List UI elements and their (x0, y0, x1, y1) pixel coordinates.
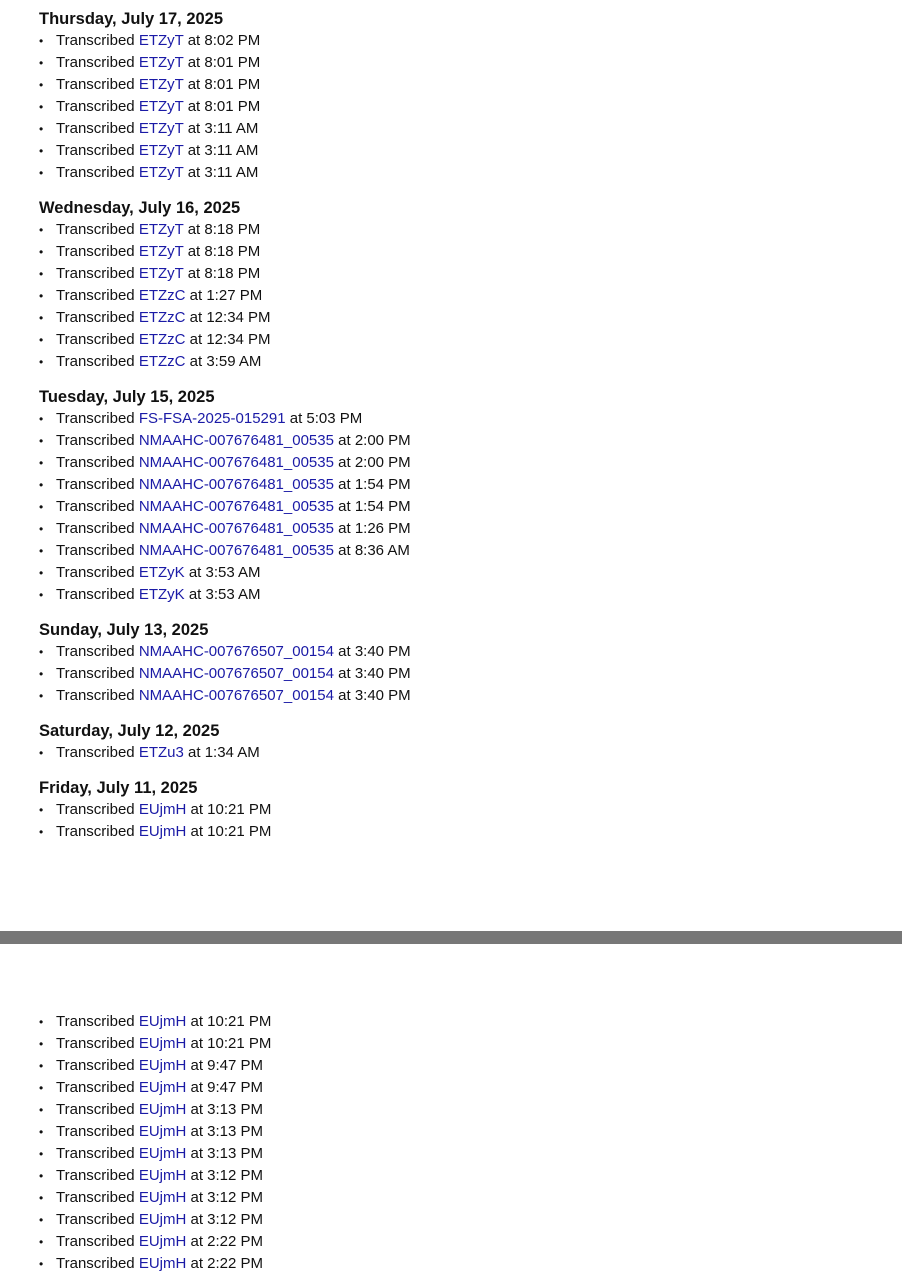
verb-text: Transcribed (56, 353, 135, 370)
bullet-icon: • (39, 1191, 44, 1205)
item-time: 3:12 PM (207, 1167, 264, 1184)
item-time: 10:21 PM (207, 801, 272, 818)
verb-text: Transcribed (56, 586, 135, 603)
item-link[interactable]: ETZzC (138, 287, 186, 304)
item-time: 9:47 PM (207, 1079, 264, 1096)
item-link[interactable]: ETZzC (138, 331, 186, 348)
bullet-icon: • (39, 245, 44, 259)
item-link[interactable]: EUjmH (138, 1079, 187, 1096)
item-time: 8:01 PM (204, 98, 261, 115)
item-time: 3:11 AM (204, 120, 259, 137)
item-link[interactable]: EUjmH (138, 1211, 187, 1228)
bullet-icon: • (39, 412, 44, 426)
item-link[interactable]: EUjmH (138, 1233, 187, 1250)
verb-text: Transcribed (56, 1013, 135, 1030)
connector-text: at (338, 687, 351, 704)
item-time: 8:02 PM (204, 32, 261, 49)
bullet-icon: • (39, 100, 44, 114)
item-time: 12:34 PM (206, 331, 271, 348)
bullet-icon: • (39, 1037, 44, 1051)
item-list (0, 742, 902, 764)
list-item (0, 1187, 902, 1209)
connector-text: at (338, 665, 351, 682)
item-link[interactable]: NMAAHC-007676507_00154 (138, 643, 334, 660)
date-group (0, 720, 902, 764)
item-link[interactable]: ETZyT (138, 221, 184, 238)
item-link[interactable]: EUjmH (138, 1167, 187, 1184)
item-time: 3:11 AM (204, 142, 259, 159)
connector-text: at (338, 498, 351, 515)
item-list (0, 1011, 902, 1275)
item-link[interactable]: EUjmH (138, 1189, 187, 1206)
connector-text: at (187, 243, 201, 260)
connector-text: at (190, 1035, 203, 1052)
bullet-icon: • (39, 566, 44, 580)
item-time: 1:54 PM (354, 476, 411, 493)
connector-text: at (187, 98, 201, 115)
item-link[interactable]: NMAAHC-007676481_00535 (138, 498, 334, 515)
list-item (0, 1055, 902, 1077)
bullet-icon: • (39, 333, 44, 347)
list-item (0, 1143, 902, 1165)
connector-text: at (190, 1057, 203, 1074)
bullet-icon: • (39, 544, 44, 558)
bullet-icon: • (39, 144, 44, 158)
activity-list (0, 8, 902, 856)
bullet-icon: • (39, 78, 44, 92)
verb-text: Transcribed (56, 221, 135, 238)
verb-text: Transcribed (56, 1057, 135, 1074)
list-item (0, 263, 902, 285)
bullet-icon: • (39, 803, 44, 817)
verb-text: Transcribed (56, 454, 135, 471)
bullet-icon: • (39, 456, 44, 470)
item-time: 10:21 PM (207, 1035, 272, 1052)
item-time: 2:00 PM (354, 432, 411, 449)
list-item (0, 540, 902, 562)
bullet-icon: • (39, 166, 44, 180)
verb-text: Transcribed (56, 687, 135, 704)
verb-text: Transcribed (56, 1167, 135, 1184)
item-link[interactable]: ETZyT (138, 164, 184, 181)
item-time: 1:54 PM (354, 498, 411, 515)
item-time: 8:18 PM (204, 265, 261, 282)
verb-text: Transcribed (56, 76, 135, 93)
verb-text: Transcribed (56, 309, 135, 326)
item-list (0, 799, 902, 843)
list-item (0, 408, 902, 430)
connector-text: at (190, 1145, 203, 1162)
list-item (0, 474, 902, 496)
list-item (0, 742, 902, 764)
connector-text: at (190, 801, 203, 818)
item-time: 3:53 AM (205, 564, 261, 581)
verb-text: Transcribed (56, 1211, 135, 1228)
date-heading: Wednesday, July 16, 2025 (39, 199, 241, 217)
date-group (0, 8, 902, 184)
item-link[interactable]: ETZyT (138, 265, 184, 282)
item-link[interactable]: EUjmH (138, 823, 187, 840)
verb-text: Transcribed (56, 542, 135, 559)
list-item (0, 1231, 902, 1253)
item-time: 3:40 PM (354, 643, 411, 660)
item-list (0, 641, 902, 707)
page-divider (0, 931, 902, 944)
list-item (0, 685, 902, 707)
item-time: 1:26 PM (354, 520, 411, 537)
connector-text: at (190, 1101, 203, 1118)
item-link[interactable]: ETZzC (138, 353, 186, 370)
list-item (0, 219, 902, 241)
list-item (0, 1253, 902, 1275)
verb-text: Transcribed (56, 243, 135, 260)
bullet-icon: • (39, 223, 44, 237)
verb-text: Transcribed (56, 331, 135, 348)
connector-text: at (338, 476, 351, 493)
verb-text: Transcribed (56, 142, 135, 159)
item-time: 8:01 PM (204, 76, 261, 93)
item-time: 3:13 PM (207, 1145, 264, 1162)
verb-text: Transcribed (56, 476, 135, 493)
item-time: 3:13 PM (207, 1123, 264, 1140)
verb-text: Transcribed (56, 643, 135, 660)
bullet-icon: • (39, 434, 44, 448)
item-link[interactable]: EUjmH (138, 1101, 187, 1118)
item-link[interactable]: ETZyK (138, 564, 185, 581)
date-group (0, 619, 902, 707)
item-time: 10:21 PM (207, 1013, 272, 1030)
connector-text: at (338, 520, 351, 537)
verb-text: Transcribed (56, 1101, 135, 1118)
item-link[interactable]: ETZzC (138, 309, 186, 326)
list-item (0, 30, 902, 52)
item-time: 1:27 PM (206, 287, 263, 304)
activity-list-continued (0, 1011, 902, 1275)
list-item (0, 74, 902, 96)
verb-text: Transcribed (56, 801, 135, 818)
bullet-icon: • (39, 1081, 44, 1095)
verb-text: Transcribed (56, 1123, 135, 1140)
list-item (0, 641, 902, 663)
bullet-icon: • (39, 267, 44, 281)
connector-text: at (189, 287, 203, 304)
bullet-icon: • (39, 588, 44, 602)
connector-text: at (338, 643, 351, 660)
bullet-icon: • (39, 1059, 44, 1073)
list-item (0, 140, 902, 162)
item-time: 12:34 PM (206, 309, 271, 326)
verb-text: Transcribed (56, 564, 135, 581)
connector-text: at (188, 586, 202, 603)
item-time: 3:13 PM (207, 1101, 264, 1118)
date-group (0, 386, 902, 606)
bullet-icon: • (39, 56, 44, 70)
connector-text: at (187, 76, 201, 93)
list-item (0, 307, 902, 329)
bullet-icon: • (39, 1257, 44, 1271)
bullet-icon: • (39, 1235, 44, 1249)
list-item (0, 452, 902, 474)
connector-text: at (190, 1167, 203, 1184)
list-item (0, 584, 902, 606)
bullet-icon: • (39, 1125, 44, 1139)
bullet-icon: • (39, 667, 44, 681)
connector-text: at (190, 1255, 203, 1272)
item-link[interactable]: ETZyT (138, 32, 184, 49)
bullet-icon: • (39, 1147, 44, 1161)
list-item (0, 241, 902, 263)
bullet-icon: • (39, 478, 44, 492)
item-link[interactable]: FS-FSA-2025-015291 (138, 410, 286, 427)
item-time: 1:34 AM (204, 744, 260, 761)
item-link[interactable]: ETZyK (138, 586, 185, 603)
item-time: 9:47 PM (207, 1057, 264, 1074)
bullet-icon: • (39, 645, 44, 659)
item-link[interactable]: ETZyT (138, 76, 184, 93)
item-link[interactable]: NMAAHC-007676507_00154 (138, 687, 334, 704)
bullet-icon: • (39, 689, 44, 703)
connector-text: at (190, 823, 203, 840)
item-link[interactable]: ETZyT (138, 120, 184, 137)
connector-text: at (338, 432, 351, 449)
item-link[interactable]: ETZu3 (138, 744, 184, 761)
verb-text: Transcribed (56, 1035, 135, 1052)
item-list (0, 30, 902, 184)
date-heading: Saturday, July 12, 2025 (39, 722, 220, 740)
bullet-icon: • (39, 1213, 44, 1227)
item-time: 8:18 PM (204, 221, 261, 238)
item-link[interactable]: EUjmH (138, 1035, 187, 1052)
item-time: 2:00 PM (354, 454, 411, 471)
verb-text: Transcribed (56, 98, 135, 115)
verb-text: Transcribed (56, 1145, 135, 1162)
item-link[interactable]: NMAAHC-007676481_00535 (138, 432, 334, 449)
list-item (0, 496, 902, 518)
item-time: 3:11 AM (204, 164, 259, 181)
item-link[interactable]: EUjmH (138, 1057, 187, 1074)
item-time: 10:21 PM (207, 823, 272, 840)
item-link[interactable]: ETZyT (138, 54, 184, 71)
connector-text: at (189, 309, 203, 326)
verb-text: Transcribed (56, 823, 135, 840)
item-link[interactable]: NMAAHC-007676481_00535 (138, 454, 334, 471)
list-item (0, 1033, 902, 1055)
list-item (0, 118, 902, 140)
list-item (0, 285, 902, 307)
list-item (0, 518, 902, 540)
connector-text: at (188, 564, 202, 581)
connector-text: at (190, 1123, 203, 1140)
list-item (0, 1099, 902, 1121)
connector-text: at (190, 1013, 203, 1030)
list-item (0, 430, 902, 452)
list-item (0, 562, 902, 584)
item-time: 3:12 PM (207, 1211, 264, 1228)
list-item (0, 1077, 902, 1099)
date-heading: Thursday, July 17, 2025 (39, 10, 224, 28)
date-heading: Tuesday, July 15, 2025 (39, 388, 215, 406)
connector-text: at (187, 120, 201, 137)
verb-text: Transcribed (56, 120, 135, 137)
item-time: 5:03 PM (306, 410, 363, 427)
connector-text: at (187, 142, 201, 159)
connector-text: at (189, 353, 203, 370)
verb-text: Transcribed (56, 54, 135, 71)
connector-text: at (190, 1189, 203, 1206)
item-list (0, 408, 902, 606)
item-link[interactable]: NMAAHC-007676481_00535 (138, 542, 334, 559)
verb-text: Transcribed (56, 1233, 135, 1250)
item-link[interactable]: ETZyT (138, 98, 184, 115)
list-item (0, 96, 902, 118)
date-heading: Sunday, July 13, 2025 (39, 621, 209, 639)
item-link[interactable]: NMAAHC-007676507_00154 (138, 665, 334, 682)
item-link[interactable]: NMAAHC-007676481_00535 (138, 476, 334, 493)
verb-text: Transcribed (56, 32, 135, 49)
bullet-icon: • (39, 746, 44, 760)
connector-text: at (187, 221, 201, 238)
date-group (0, 197, 902, 373)
connector-text: at (189, 331, 203, 348)
list-item (0, 1011, 902, 1033)
bullet-icon: • (39, 355, 44, 369)
item-time: 2:22 PM (207, 1233, 264, 1250)
connector-text: at (187, 164, 201, 181)
connector-text: at (188, 744, 201, 761)
verb-text: Transcribed (56, 520, 135, 537)
item-time: 8:01 PM (204, 54, 261, 71)
connector-text: at (190, 1079, 203, 1096)
verb-text: Transcribed (56, 1079, 135, 1096)
list-item (0, 52, 902, 74)
bullet-icon: • (39, 1103, 44, 1117)
connector-text: at (289, 410, 303, 427)
item-time: 3:12 PM (207, 1189, 264, 1206)
list-item (0, 329, 902, 351)
bullet-icon: • (39, 825, 44, 839)
connector-text: at (187, 32, 201, 49)
item-time: 3:59 AM (206, 353, 262, 370)
date-group (0, 777, 902, 843)
item-link[interactable]: EUjmH (138, 801, 187, 818)
bullet-icon: • (39, 122, 44, 136)
bullet-icon: • (39, 500, 44, 514)
verb-text: Transcribed (56, 498, 135, 515)
list-item (0, 1209, 902, 1231)
bullet-icon: • (39, 1169, 44, 1183)
bullet-icon: • (39, 34, 44, 48)
item-link[interactable]: ETZyT (138, 142, 184, 159)
list-item (0, 821, 902, 843)
list-item (0, 351, 902, 373)
bullet-icon: • (39, 311, 44, 325)
connector-text: at (338, 454, 351, 471)
verb-text: Transcribed (56, 1255, 135, 1272)
item-time: 8:36 AM (354, 542, 410, 559)
verb-text: Transcribed (56, 287, 135, 304)
connector-text: at (190, 1233, 203, 1250)
verb-text: Transcribed (56, 265, 135, 282)
bullet-icon: • (39, 1015, 44, 1029)
connector-text: at (338, 542, 351, 559)
list-item (0, 1121, 902, 1143)
list-item (0, 799, 902, 821)
verb-text: Transcribed (56, 744, 135, 761)
connector-text: at (187, 54, 201, 71)
item-link[interactable]: ETZyT (138, 243, 184, 260)
verb-text: Transcribed (56, 1189, 135, 1206)
connector-text: at (187, 265, 201, 282)
list-item (0, 1165, 902, 1187)
verb-text: Transcribed (56, 432, 135, 449)
item-link[interactable]: EUjmH (138, 1255, 187, 1272)
item-link[interactable]: EUjmH (138, 1145, 187, 1162)
bullet-icon: • (39, 522, 44, 536)
item-link[interactable]: NMAAHC-007676481_00535 (138, 520, 334, 537)
item-list (0, 219, 902, 373)
item-time: 3:53 AM (205, 586, 261, 603)
item-time: 3:40 PM (354, 665, 411, 682)
verb-text: Transcribed (56, 164, 135, 181)
item-link[interactable]: EUjmH (138, 1123, 187, 1140)
verb-text: Transcribed (56, 665, 135, 682)
verb-text: Transcribed (56, 410, 135, 427)
list-item (0, 162, 902, 184)
date-heading: Friday, July 11, 2025 (39, 779, 198, 797)
bullet-icon: • (39, 289, 44, 303)
item-time: 2:22 PM (207, 1255, 264, 1272)
item-time: 8:18 PM (204, 243, 261, 260)
item-time: 3:40 PM (354, 687, 411, 704)
list-item (0, 663, 902, 685)
connector-text: at (190, 1211, 203, 1228)
item-link[interactable]: EUjmH (138, 1013, 187, 1030)
